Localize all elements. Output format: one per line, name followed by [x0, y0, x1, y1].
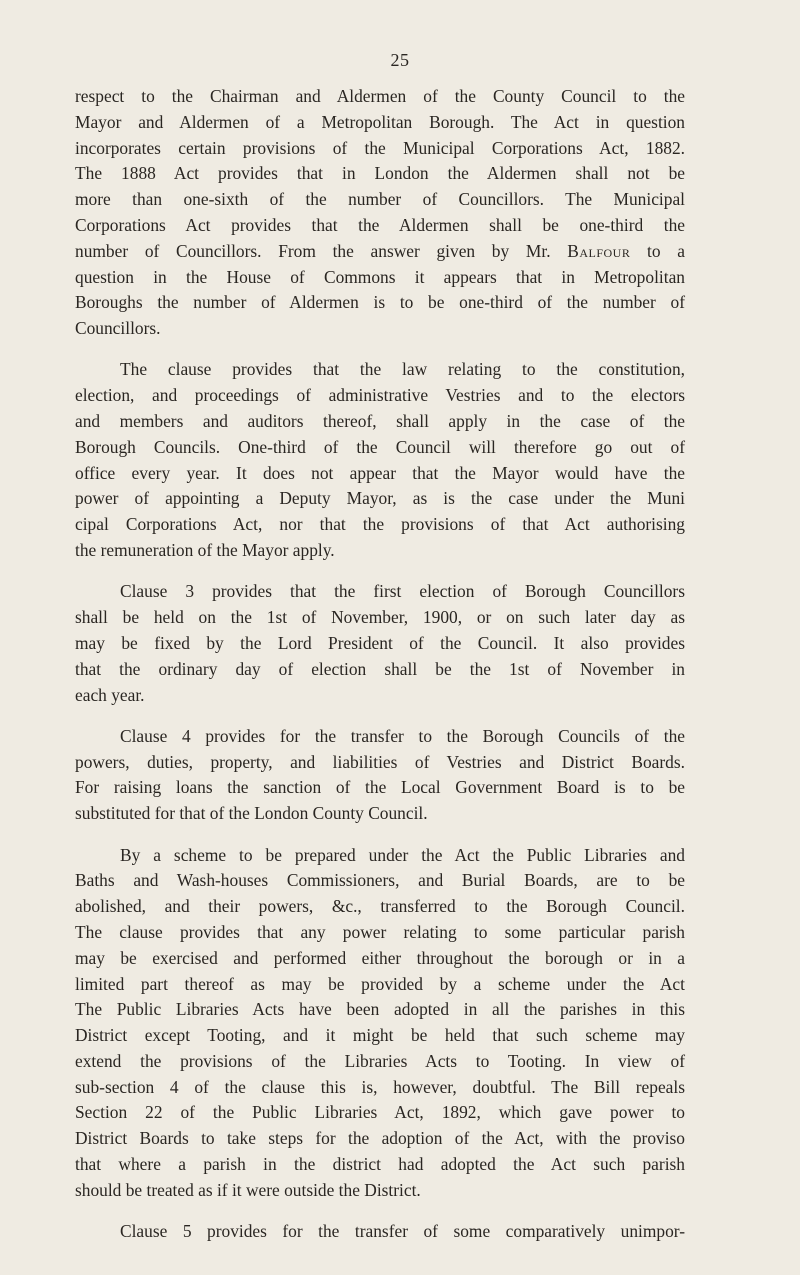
text-line: abolished, and their powers, &c., transferred to the Borough Council. [75, 896, 685, 917]
text-line: District Boards to take steps for the adoption of the Act, with the proviso [75, 1128, 685, 1149]
page-number: 25 [390, 50, 410, 70]
text-line: Corporations Act provides that the Aldermen shall be one-third the [75, 214, 685, 235]
text-line: and members and auditors thereof, shall apply in the case of the [75, 411, 685, 432]
text-line: Mayor and Aldermen of a Metropolitan Borough. The Act in question [75, 111, 685, 132]
text-line-balfour: number of Councillors. From the answer given by Mr. Balfour to a [75, 240, 685, 261]
text-line: the remuneration of the Mayor apply. [75, 540, 335, 561]
name-balfour: Balfour [567, 240, 631, 261]
paragraph-2 [75, 357, 685, 563]
text-line: The clause provides that any power relating to some particular parish [75, 921, 685, 942]
paragraph-5 [75, 843, 685, 1204]
text-line: The clause provides that the law relating to the constitution, [120, 359, 685, 380]
paragraph-4 [75, 724, 685, 827]
text-line: By a scheme to be prepared under the Act the Public Libraries and [120, 844, 685, 865]
body-text [75, 84, 685, 1260]
text-line: substituted for that of the London County Council. [75, 803, 428, 824]
text-line: incorporates certain provisions of the Municipal Corporations Act, 1882. [75, 137, 685, 158]
text-line: question in the House of Commons it appears that in Metropolitan [75, 266, 685, 287]
text-line: The Public Libraries Acts have been adopted in all the parishes in this [75, 999, 685, 1020]
text-line: more than one-sixth of the number of Councillors. The Municipal [75, 189, 685, 210]
text-line: District except Tooting, and it might be held that such scheme may [75, 1025, 685, 1046]
text-line: Clause 4 provides for the transfer to the Borough Councils of the [120, 725, 685, 746]
text-line: Section 22 of the Public Libraries Act, 1892, which gave power to [75, 1102, 685, 1123]
text-line: Borough Councils. One-third of the Council will therefore go out of [75, 436, 685, 457]
text-line: For raising loans the sanction of the Local Government Board is to be [75, 777, 685, 798]
paragraph-6 [75, 1219, 685, 1245]
text-line: shall be held on the 1st of November, 1900, or on such later day as [75, 607, 685, 628]
text-line: Clause 5 provides for the transfer of some comparatively unimpor- [120, 1221, 685, 1242]
text-line: powers, duties, property, and liabilities of Vestries and District Boards. [75, 751, 685, 772]
text-line: Baths and Wash-houses Commissioners, and Burial Boards, are to be [75, 870, 685, 891]
text-line: Clause 3 provides that the first election of Borough Councillors [120, 581, 685, 602]
text-line: sub-section 4 of the clause this is, however, doubtful. The Bill repeals [75, 1076, 685, 1097]
text-line: each year. [75, 684, 145, 705]
text-line: may be fixed by the Lord President of the Council. It also provides [75, 632, 685, 653]
text-line: may be exercised and performed either throughout the borough or in a [75, 947, 685, 968]
text-line: election, and proceedings of administrative Vestries and to the electors [75, 385, 685, 406]
text-line: office every year. It does not appear that the Mayor would have the [75, 462, 685, 483]
text-line: respect to the Chairman and Aldermen of the County Council to the [75, 86, 685, 106]
text-line: limited part thereof as may be provided by a scheme under the Act [75, 973, 685, 994]
text-line: extend the provisions of the Libraries Acts to Tooting. In view of [75, 1050, 685, 1071]
paragraph-1 [75, 84, 685, 342]
text-line: should be treated as if it were outside the District. [75, 1179, 421, 1200]
text-line: Boroughs the number of Aldermen is to be one-third of the number of [75, 292, 685, 313]
text-line: cipal Corporations Act, nor that the provisions of that Act authorising [75, 514, 685, 535]
text-line: that the ordinary day of election shall be the 1st of November in [75, 658, 685, 679]
text-line: The 1888 Act provides that in London the Aldermen shall not be [75, 163, 685, 184]
text-line: power of appointing a Deputy Mayor, as is the case under the Muni [75, 488, 685, 509]
paragraph-3 [75, 579, 685, 708]
text-line: that where a parish in the district had adopted the Act such parish [75, 1154, 685, 1175]
text-line: Councillors. [75, 318, 161, 339]
